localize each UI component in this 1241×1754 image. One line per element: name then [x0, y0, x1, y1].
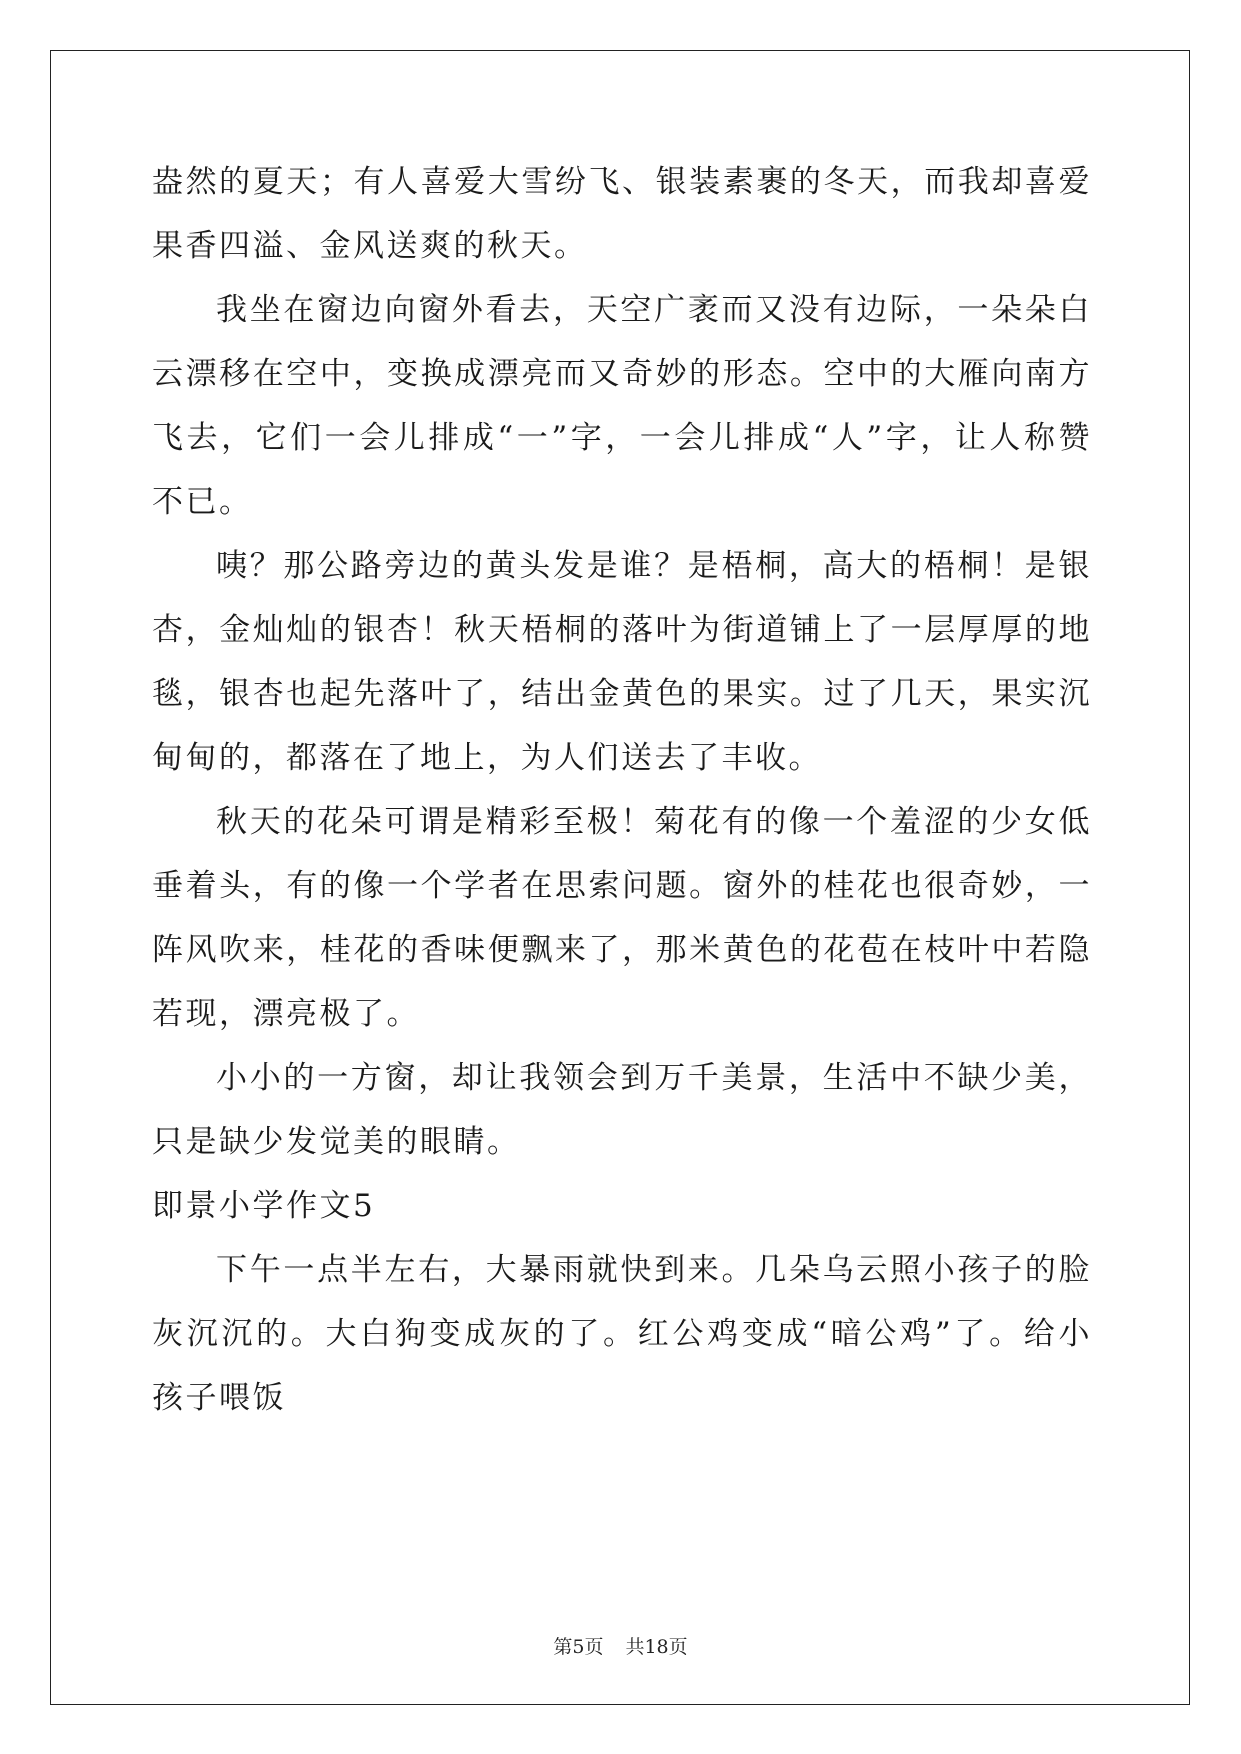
page-total: 共18页 [625, 1636, 688, 1658]
document-body [152, 150, 1092, 1430]
paragraph-3: 咦？那公路旁边的黄头发是谁？是梧桐，高大的梧桐！是银杏，金灿灿的银杏！秋天梧桐的落叶为街道铺上了一层厚厚的地毯，银杏也起先落叶了，结出金黄色的果实。过了几天，果实沉甸甸的，都落在了地上，为人们送去了丰收。 [152, 548, 1092, 776]
paragraph-1: 盎然的夏天；有人喜爱大雪纷飞、银装素裹的冬天，而我却喜爱果香四溢、金风送爽的秋天。 [152, 164, 1092, 264]
section-heading: 即景小学作文5 [152, 1188, 376, 1224]
paragraph-4: 秋天的花朵可谓是精彩至极！菊花有的像一个羞涩的少女低垂着头，有的像一个学者在思索问题。窗外的桂花也很奇妙，一阵风吹来，桂花的香味便飘来了，那米黄色的花苞在枝叶中若隐若现，漂亮极了。 [152, 804, 1092, 1032]
page-footer [0, 1632, 1241, 1659]
paragraph-5: 小小的一方窗，却让我领会到万千美景，生活中不缺少美，只是缺少发觉美的眼睛。 [152, 1060, 1092, 1160]
paragraph-2: 我坐在窗边向窗外看去，天空广袤而又没有边际，一朵朵白云漂移在空中，变换成漂亮而又奇妙的形态。空中的大雁向南方飞去，它们一会儿排成“一”字，一会儿排成“人”字，让人称赞不已。 [152, 292, 1092, 520]
page-number: 第5页 [553, 1636, 604, 1658]
paragraph-6: 下午一点半左右，大暴雨就快到来。几朵乌云照小孩子的脸灰沉沉的。大白狗变成灰的了。红公鸡变成“暗公鸡”了。给小孩子喂饭 [152, 1252, 1092, 1416]
